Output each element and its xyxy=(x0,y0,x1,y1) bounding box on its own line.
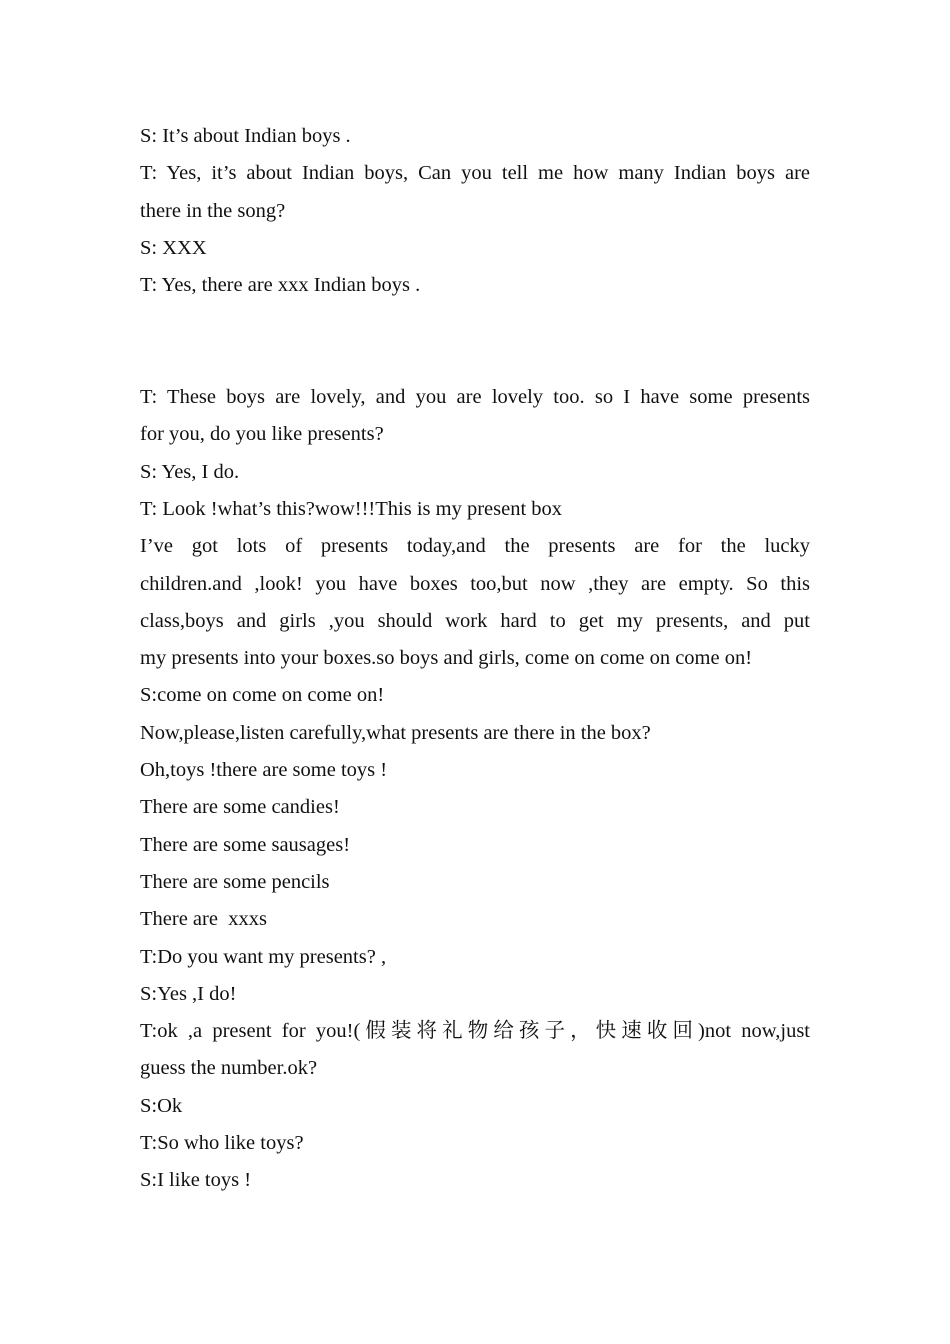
text-line: S:I like toys ! xyxy=(140,1169,252,1192)
text-line: S: Yes, I do. xyxy=(140,460,240,483)
text-line: There are some candies! xyxy=(140,796,340,819)
text-line: for you, do you like presents? xyxy=(140,423,384,446)
text-line: T:ok ,a present for you!(假装将礼物给孩子，快速收回)not now,just xyxy=(140,1020,810,1043)
text-line: T: These boys are lovely, and you are lovely too. so I have some presents xyxy=(140,386,810,409)
text-line: Oh,toys !there are some toys ! xyxy=(140,759,388,782)
text-line: There are xxxs xyxy=(140,908,267,931)
text-line: S: XXX xyxy=(140,236,207,259)
text-line: S:Yes ,I do! xyxy=(140,982,237,1005)
text-line: S: It’s about Indian boys . xyxy=(140,125,351,147)
text-line: T: Yes, there are xxx Indian boys . xyxy=(140,274,421,297)
text-line: children.and ,look! you have boxes too,but now ,they are empty. So this xyxy=(140,572,810,595)
text-line: I’ve got lots of presents today,and the presents are for the lucky xyxy=(140,535,810,558)
text-line: my presents into your boxes.so boys and girls, come on come on come on! xyxy=(140,647,753,670)
text-line: T:Do you want my presents? , xyxy=(140,945,387,968)
text-line: class,boys and girls ,you should work hard to get my presents, and put xyxy=(140,609,810,632)
text-line: S:Ok xyxy=(140,1094,183,1117)
text-line: There are some pencils xyxy=(140,870,330,893)
text-line: T: Look !what’s this?wow!!!This is my present box xyxy=(140,497,563,520)
text-line: Now,please,listen carefully,what presents are there in the box? xyxy=(140,721,651,744)
paragraph-gap xyxy=(140,304,810,379)
text-line: S:come on come on come on! xyxy=(140,684,385,707)
text-line: there in the song? xyxy=(140,199,286,222)
text-line: T: Yes, it’s about Indian boys, Can you tell me how many Indian boys are xyxy=(140,162,810,185)
text-line: guess the number.ok? xyxy=(140,1057,318,1080)
text-line: There are some sausages! xyxy=(140,833,351,856)
text-line: T:So who like toys? xyxy=(140,1132,304,1155)
document-body xyxy=(140,118,810,1200)
